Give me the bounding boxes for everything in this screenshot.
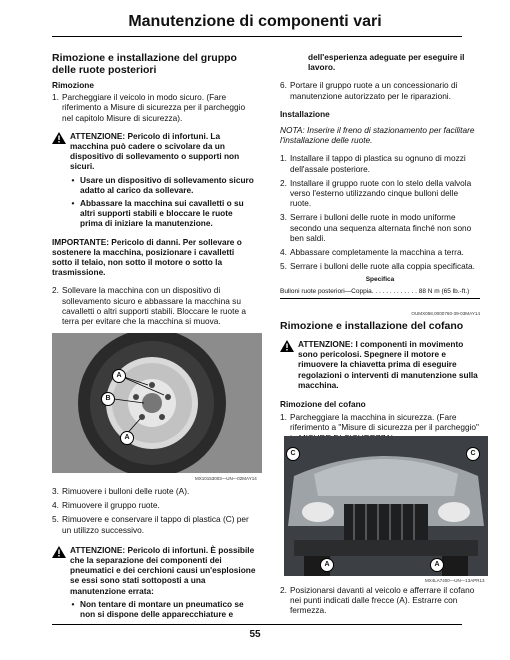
install-step-1: 1. Installare il tappo di plastica su ognuno di mozzi dell'assale posteriore. — [280, 153, 466, 174]
footer-rule — [52, 624, 462, 625]
hood-step-2: 2. Posizionarsi davanti al veicolo e afferrare il cofano nei punti indicati dalle frecce (A). Estrarre con fermezza. — [280, 585, 475, 616]
title-rule — [52, 36, 462, 37]
callout-c: C — [466, 447, 480, 461]
step-5: 5. Rimuovere e conservare il tappo di plastica (C) per un utilizzo successivo. — [52, 514, 249, 535]
hood-step-1: 1. Parcheggiare la macchina in sicurezza. (Fare riferimento a "Misure di sicurezza per il parcheggio" — [280, 412, 479, 433]
warning-icon — [52, 132, 66, 144]
callout-c: C — [286, 447, 300, 461]
callout-a: A — [112, 369, 126, 383]
doc-code: OUMX058,0000760-39-03MAY14 — [411, 310, 480, 316]
warning-moving-parts: ATTENZIONE: I componenti in movimento sono pericolosi. Spegnere il motore e rimuovere la chiavetta prima di eseguire regolazioni o interventi di manutenzione sulla macchina. — [280, 339, 480, 390]
section-heading-hood: Rimozione e installazione del cofano — [280, 320, 464, 332]
install-step-4: 4. Abbassare completamente la macchina a terra. — [280, 247, 464, 258]
subheading-installation: Installazione — [280, 108, 330, 119]
spec-line: Bulloni ruote posteriori—Coppia. . . . . . . . . . . . . 88 N m (65 lb.-ft.) — [280, 287, 470, 295]
subheading-hood-removal: Rimozione del cofano — [280, 399, 366, 410]
hood-image — [284, 436, 488, 576]
wheel-image — [52, 333, 262, 473]
step-1: 1. Parcheggiare il veicolo in modo sicuro. (Fare riferimento a Misure di sicurezza per il parcheggio nel capitolo Misure di sicurezza). — [52, 92, 246, 123]
callout-a: A — [120, 431, 134, 445]
subheading-removal: Rimozione — [52, 80, 94, 90]
warning-tire: ATTENZIONE: Pericolo di infortuni. È possibile che la separazione dei componenti dei pneumatici e dei cerchioni causi un'esplosione se essi sono stati sottoposti a una manutenzione errata: — [52, 545, 256, 596]
note: NOTA: Inserire il freno di stazionamento per facilitare l'installazione delle ruote. — [280, 125, 475, 146]
page-number: 55 — [249, 629, 261, 640]
page-title: Manutenzione di componenti vari — [128, 13, 382, 30]
bullet-item: • Usare un dispositivo di sollevamento sicuro adatto al carico da sollevare. — [71, 174, 254, 195]
bullet-item: • Abbassare la macchina sui cavalletti o su altri supporti stabili e bloccare le ruote prima di iniziare la manutenzione. — [71, 198, 244, 229]
spec-title: Specifica — [365, 276, 395, 284]
warning-lift: ATTENZIONE: Pericolo di infortuni. La macchina può cadere o scivolare da un dispositivo di sollevamento o supporti non sicuri. — [52, 131, 256, 172]
step-3: 3. Rimuovere i bulloni delle ruote (A). — [52, 486, 190, 496]
important-note: IMPORTANTE: Pericolo di danni. Per sollevare o sostenere la macchina, posizionare i cavalletti sotto il telaio, non sotto il motore o sotto la trasmissione. — [52, 236, 242, 278]
image-code: MX4LA7400—UN—13APR13 — [425, 578, 485, 583]
step-6: 6. Portare il gruppo ruote a un concessionario di manutenzione autorizzato per le riparazioni. — [280, 80, 458, 101]
warning-icon — [280, 340, 294, 352]
right-column-bottom — [280, 585, 480, 616]
step-4: 4. Rimuovere il gruppo ruote. — [52, 500, 160, 511]
left-column-lower — [52, 486, 256, 619]
install-step-5: 5. Serrare i bulloni delle ruote alla coppia specificata. — [280, 261, 475, 272]
image-code: MX10153003—UN—02MAY14 — [195, 476, 257, 481]
callout-a: A — [430, 558, 444, 572]
step-2: 2. Sollevare la macchina con un dispositivo di sollevamento sicuro e abbassare la macchina su cavalletti o altri supporti stabili. Bloccare le ruote a terra per evitare che la macchina si muova. — [52, 285, 247, 327]
install-step-3: 3. Serrare i bulloni delle ruote in modo uniforme secondo una sequenza alternata finché non sono ben saldi. — [280, 212, 472, 243]
section-rule — [280, 298, 480, 299]
right-column — [280, 52, 480, 319]
callout-b: B — [101, 392, 115, 406]
bullet-item: • Non tentare di montare un pneumatico se non si dispone delle apparecchiature e — [71, 598, 244, 620]
bullet-continuation: dell'esperienza adeguate per eseguire il lavoro. — [308, 52, 465, 73]
install-step-2: 2. Installare il gruppo ruote con lo stelo della valvola verso l'esterno utilizzando cinque bulloni delle ruote. — [280, 177, 472, 209]
warning-icon — [52, 546, 66, 558]
section-heading-wheels: Rimozione e installazione del gruppo delle ruote posteriori — [52, 52, 237, 76]
right-column-hood — [280, 320, 480, 443]
callout-a: A — [320, 558, 334, 572]
left-column — [52, 52, 256, 326]
